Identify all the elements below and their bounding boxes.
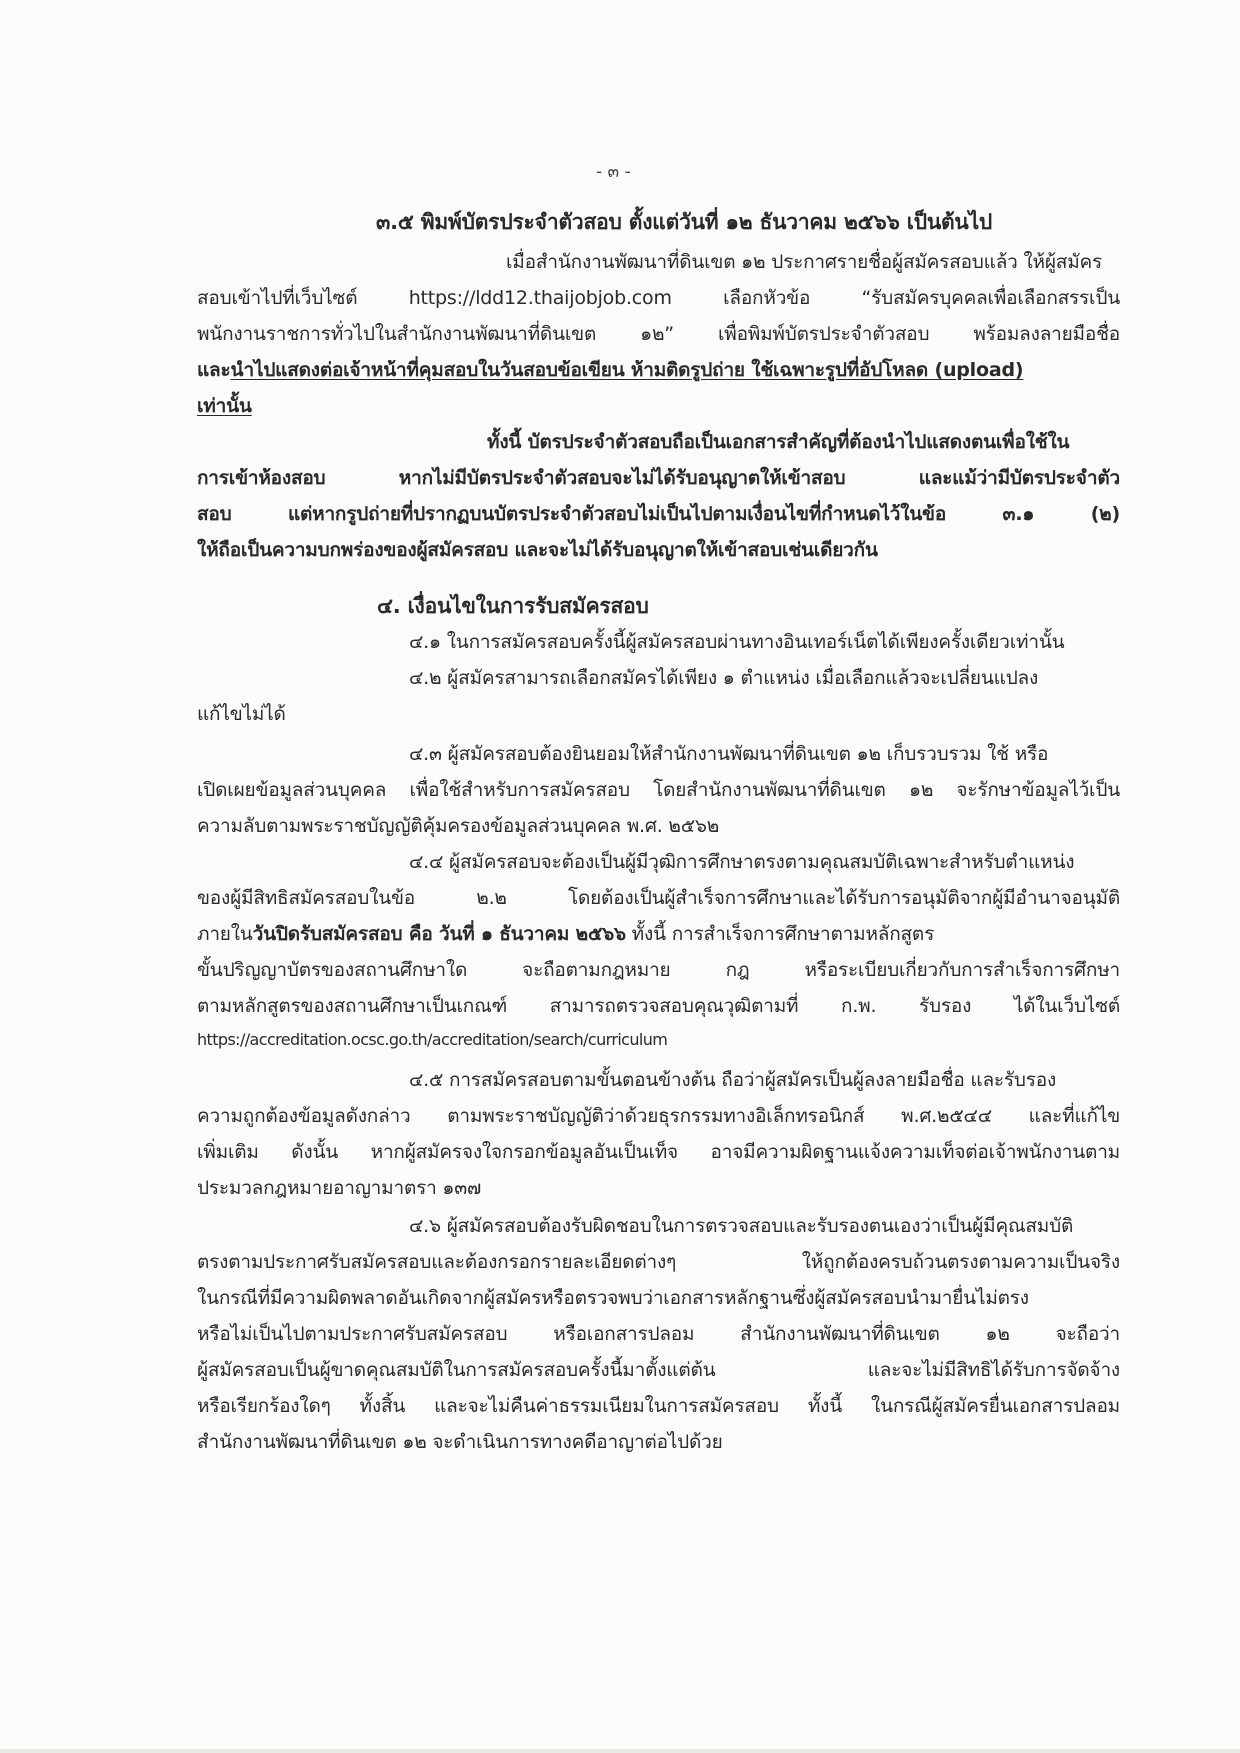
list-item-4-6-cont: ในกรณีที่มีความผิดพลาดอันเกิดจากผู้สมัครหรือตรวจพบว่าเอกสารหลักฐานซึ่งผู้สมัครสอบนำมายื่นไม่ตรง <box>197 1287 1029 1309</box>
section-4-heading: ๔. เงื่อนไขในการรับสมัครสอบ <box>377 594 649 618</box>
paragraph-line: สอบ แต่หากรูปถ่ายที่ปรากฏบนบัตรประจำตัวสอบไม่เป็นไปตามเงื่อนไขที่กำหนดไว้ในข้อ ๓.๑ (๒) <box>197 503 1120 525</box>
list-item-4-6-cont: หรือไม่เป็นไปตามประกาศรับสมัครสอบ หรือเอกสารปลอม สำนักงานพัฒนาที่ดินเขต ๑๒ จะถือว่า <box>197 1323 1120 1345</box>
paragraph-line: พนักงานราชการทั่วไปในสำนักงานพัฒนาที่ดินเขต ๑๒” เพื่อพิมพ์บัตรประจำตัวสอบ พร้อมลงลายมือชื่อ <box>197 323 1120 345</box>
list-item-4-6-cont: ผู้สมัครสอบเป็นผู้ขาดคุณสมบัติในการสมัครสอบครั้งนี้มาตั้งแต่ต้น และจะไม่มีสิทธิได้รับการจัดจ้าง <box>197 1359 1120 1381</box>
list-item-4-4: ๔.๔ ผู้สมัครสอบจะต้องเป็นผู้มีวุฒิการศึกษาตรงตามคุณสมบัติเฉพาะสำหรับตำแหน่ง <box>409 851 1075 873</box>
paragraph-text: ทั้งนี้ การสำเร็จการศึกษาตามหลักสูตร <box>625 923 935 945</box>
paragraph-line-emphasis <box>197 356 1023 384</box>
list-item-4-6: ๔.๖ ผู้สมัครสอบต้องรับผิดชอบในการตรวจสอบและรับรองตนเองว่าเป็นผู้มีคุณสมบัติ <box>409 1215 1074 1237</box>
paragraph-text: ภายใน <box>197 923 253 945</box>
paragraph-line: ทั้งนี้ บัตรประจำตัวสอบถือเป็นเอกสารสำคัญที่ต้องนำไปแสดงตนเพื่อใช้ใน <box>487 431 1070 453</box>
section-3-5-heading: ๓.๕ พิมพ์บัตรประจำตัวสอบ ตั้งแต่วันที่ ๑๒ ธันวาคม ๒๕๖๖ เป็นต้นไป <box>376 210 993 234</box>
list-item-4-4-cont: ขั้นปริญญาบัตรของสถานศึกษาใด จะถือตามกฎหมาย กฎ หรือระเบียบเกี่ยวกับการสำเร็จการศึกษา <box>197 959 1120 981</box>
list-item-4-6-cont: ตรงตามประกาศรับสมัครสอบและต้องกรอกรายละเอียดต่างๆ ให้ถูกต้องครบถ้วนตรงตามความเป็นจริง <box>197 1251 1120 1273</box>
closing-date-emphasis: วันปิดรับสมัครสอบ คือ วันที่ ๑ ธันวาคม ๒๕๖๖ <box>252 923 626 945</box>
list-item-4-4-cont: ของผู้มีสิทธิสมัครสอบในข้อ ๒.๒ โดยต้องเป็นผู้สำเร็จการศึกษาและได้รับการอนุมัติจากผู้มีอำนาจอนุมัติ <box>197 887 1120 909</box>
list-item-4-4-cont <box>197 920 934 948</box>
accreditation-url: https://accreditation.ocsc.go.th/accreditation/search/curriculum <box>197 1030 668 1049</box>
list-item-4-6-cont: หรือเรียกร้องใดๆ ทั้งสิ้น และจะไม่คืนค่าธรรมเนียมในการสมัครสอบ ทั้งนี้ ในกรณีผู้สมัครยื่นเอกสารปลอม <box>197 1395 1120 1417</box>
list-item-4-5-cont: ความถูกต้องข้อมูลดังกล่าว ตามพระราชบัญญัติว่าด้วยธุรกรรมทางอิเล็กทรอนิกส์ พ.ศ.๒๕๔๔ และที่แก้ไข <box>197 1105 1120 1127</box>
scan-edge <box>0 1749 1240 1753</box>
list-item-4-5: ๔.๕ การสมัครสอบตามขั้นตอนข้างต้น ถือว่าผู้สมัครเป็นผู้ลงลายมือชื่อ และรับรอง <box>409 1069 1057 1091</box>
list-item-4-3-cont: เปิดเผยข้อมูลส่วนบุคคล เพื่อใช้สำหรับการสมัครสอบ โดยสำนักงานพัฒนาที่ดินเขต ๑๒ จะรักษาข้อมูลไว้เป็น <box>197 779 1120 801</box>
list-item-4-2: ๔.๒ ผู้สมัครสามารถเลือกสมัครได้เพียง ๑ ตำแหน่ง เมื่อเลือกแล้วจะเปลี่ยนแปลง <box>409 667 1039 689</box>
paragraph-text: และ <box>197 359 231 381</box>
paragraph-line: ให้ถือเป็นความบกพร่องของผู้สมัครสอบ และจะไม่ได้รับอนุญาตให้เข้าสอบเช่นเดียวกัน <box>197 539 878 561</box>
list-item-4-1: ๔.๑ ในการสมัครสอบครั้งนี้ผู้สมัครสอบผ่านทางอินเทอร์เน็ตได้เพียงครั้งเดียวเท่านั้น <box>409 631 1065 653</box>
paragraph-line: เมื่อสำนักงานพัฒนาที่ดินเขต ๑๒ ประกาศรายชื่อผู้สมัครสอบแล้ว ให้ผู้สมัคร <box>506 251 1103 273</box>
page-number: - ๓ - <box>596 162 631 182</box>
paragraph-line: สอบเข้าไปที่เว็บไซต์ https://ldd12.thaijobjob.com เลือกหัวข้อ “รับสมัครบุคคลเพื่อเลือกสรรเป็น <box>197 287 1120 309</box>
list-item-4-4-cont: ตามหลักสูตรของสถานศึกษาเป็นเกณฑ์ สามารถตรวจสอบคุณวุฒิตามที่ ก.พ. รับรอง ได้ในเว็บไซต์ <box>197 995 1120 1017</box>
paragraph-line: การเข้าห้องสอบ หากไม่มีบัตรประจำตัวสอบจะไม่ได้รับอนุญาตให้เข้าสอบ และแม้ว่ามีบัตรประจำตัว <box>197 467 1120 489</box>
list-item-4-5-cont: เพิ่มเติม ดังนั้น หากผู้สมัครจงใจกรอกข้อมูลอันเป็นเท็จ อาจมีความผิดฐานแจ้งความเท็จต่อเจ้าพนักงานตาม <box>197 1141 1120 1163</box>
list-item-4-3-cont: ความลับตามพระราชบัญญัติคุ้มครองข้อมูลส่วนบุคคล พ.ศ. ๒๕๖๒ <box>197 815 720 837</box>
list-item-4-2-cont: แก้ไขไม่ได้ <box>197 703 286 725</box>
list-item-4-5-cont: ประมวลกฎหมายอาญามาตรา ๑๓๗ <box>197 1177 482 1199</box>
underlined-instruction-end: เท่านั้น <box>197 395 252 417</box>
list-item-4-3: ๔.๓ ผู้สมัครสอบต้องยินยอมให้สำนักงานพัฒนาที่ดินเขต ๑๒ เก็บรวบรวม ใช้ หรือ <box>409 743 1049 765</box>
underlined-instruction: นำไปแสดงต่อเจ้าหน้าที่คุมสอบในวันสอบข้อเขียน ห้ามติดรูปถ่าย ใช้เฉพาะรูปที่อัปโหลด (upload) <box>230 359 1024 381</box>
list-item-4-6-cont: สำนักงานพัฒนาที่ดินเขต ๑๒ จะดำเนินการทางคดีอาญาต่อไปด้วย <box>197 1431 723 1453</box>
